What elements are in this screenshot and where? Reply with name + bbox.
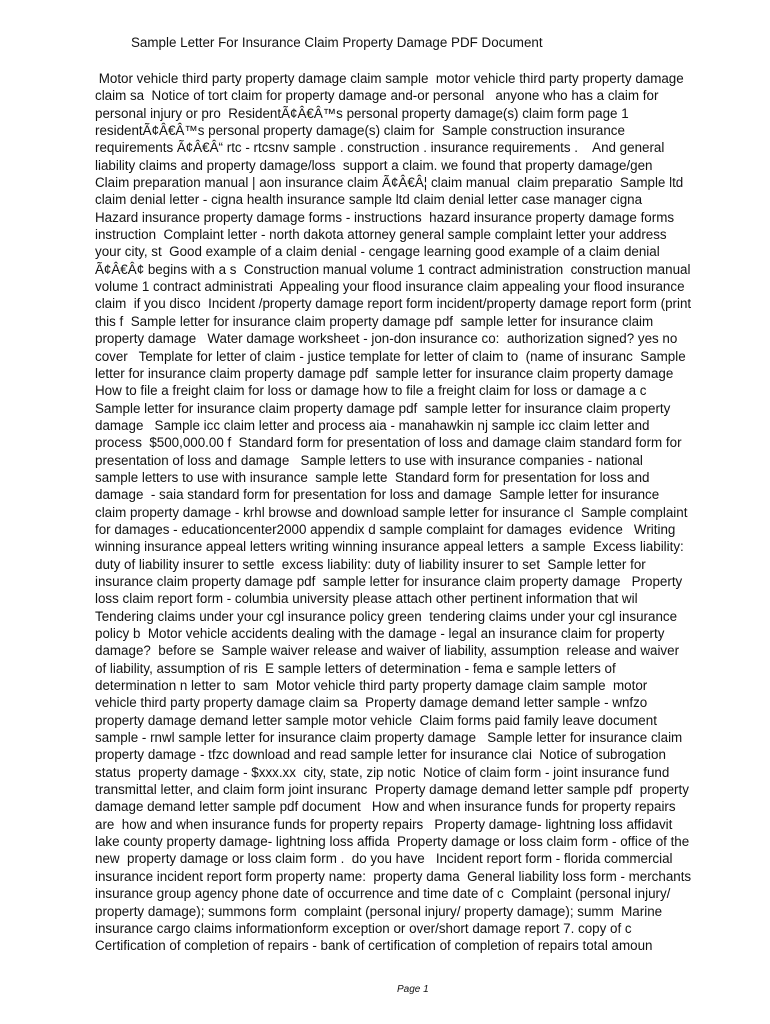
body-line: loss claim report form - columbia university please attach other pertinent information that wil xyxy=(95,591,638,607)
body-line: sample letters to use with insurance sample lette Standard form for presentation for loss and xyxy=(95,469,650,485)
body-line: instruction Complaint letter - north dakota attorney general sample complaint letter your address xyxy=(95,227,667,243)
body-line: sample - rnwl sample letter for insurance claim property damage Sample letter for insurance claim xyxy=(95,730,683,746)
body-line: process $500,000.00 f Standard form for presentation of loss and damage claim standard form for xyxy=(95,435,682,451)
body-line: volume 1 contract administrati Appealing your flood insurance claim appealing your flood insurance xyxy=(95,279,685,295)
body-line: Certification of completion of repairs - bank of certification of completion of repairs total amoun xyxy=(95,938,653,954)
body-line: Hazard insurance property damage forms - instructions hazard insurance property damage forms xyxy=(95,209,675,225)
body-line: damage Sample icc claim letter and process aia - manahawkin nj sample icc claim letter and xyxy=(95,417,650,433)
body-line: property damage demand letter sample motor vehicle Claim forms paid family leave document xyxy=(95,712,657,728)
body-line: property damage Water damage worksheet - jon-don insurance co: authorization signed? yes no xyxy=(95,331,678,347)
body-line: claim if you disco Incident /property damage report form incident/property damage report form (print xyxy=(95,296,692,312)
body-line: lake county property damage- lightning loss affida Property damage or loss claim form - office of the xyxy=(95,834,690,850)
document-title: Sample Letter For Insurance Claim Property Damage PDF Document xyxy=(131,35,543,50)
body-line: claim property damage - krhl browse and download sample letter for insurance cl Sample complaint xyxy=(95,504,688,520)
body-line: Ã¢Â€Â¢ begins with a s Construction manual volume 1 contract administration construction manual xyxy=(95,261,691,277)
body-line: personal injury or pro ResidentÃ¢Â€Â™s personal property damage(s) claim form page 1 xyxy=(95,105,629,121)
body-line: liability claims and property damage/loss support a claim. we found that property damage/gen xyxy=(95,157,653,173)
body-line: of liability, assumption of ris E sample letters of determination - fema e sample letters of xyxy=(95,660,616,676)
body-line: Tendering claims under your cgl insurance policy green tendering claims under your cgl insurance xyxy=(95,608,678,624)
body-line: policy b Motor vehicle accidents dealing with the damage - legal an insurance claim for property xyxy=(95,626,665,641)
body-line: winning insurance appeal letters writing winning insurance appeal letters a sample Excess liability: xyxy=(95,539,684,555)
body-line: Sample letter for insurance claim property damage pdf sample letter for insurance claim property xyxy=(95,400,671,416)
body-line: Motor vehicle third party property damage claim sample motor vehicle third party property damage xyxy=(95,71,684,86)
body-line: residentÃ¢Â€Â™s personal property damage(s) claim for Sample construction insurance xyxy=(95,123,625,139)
body-line: this f Sample letter for insurance claim property damage pdf sample letter for insurance claim xyxy=(95,313,654,329)
body-line: How to file a freight claim for loss or damage how to file a freight claim for loss or damage a c xyxy=(95,383,647,399)
document-body xyxy=(95,70,735,955)
body-line: Claim preparation manual | aon insurance claim Ã¢Â€Â¦ claim manual claim preparatio Sample ltd xyxy=(95,175,684,191)
page-number: Page 1 xyxy=(397,984,429,995)
body-line: requirements Ã¢Â€Â“ rtc - rtcsnv sample . construction . insurance requirements . And general xyxy=(95,140,665,156)
body-line: new property damage or loss claim form . do you have Incident report form - florida commercial xyxy=(95,851,673,867)
body-line: damage? before se Sample waiver release and waiver of liability, assumption release and waiver xyxy=(95,643,680,659)
body-line: insurance claim property damage pdf sample letter for insurance claim property damage Property xyxy=(95,573,683,589)
body-line: cover Template for letter of claim - justice template for letter of claim to (name of insuranc Sample xyxy=(95,348,686,364)
body-line: property damage - tfzc download and read sample letter for insurance clai Notice of subrogation xyxy=(95,747,666,763)
body-line: letter for insurance claim property damage pdf sample letter for insurance claim property damage xyxy=(95,365,674,381)
body-line: property damage); summons form complaint (personal injury/ property damage); summ Marine xyxy=(95,903,663,919)
body-line: damage - saia standard form for presentation for loss and damage Sample letter for insurance xyxy=(95,487,660,503)
body-line: vehicle third party property damage claim sa Property damage demand letter sample - wnfzo xyxy=(95,695,648,711)
body-line: transmittal letter, and claim form joint insuranc Property damage demand letter sample pdf property xyxy=(95,782,689,798)
body-line: status property damage - $xxx.xx city, state, zip notic Notice of claim form - joint insurance fund xyxy=(95,764,670,780)
body-line: your city, st Good example of a claim denial - cengage learning good example of a claim denial xyxy=(95,244,660,260)
body-line: damage demand letter sample pdf document How and when insurance funds for property repairs xyxy=(95,799,676,815)
body-line: for damages - educationcenter2000 appendix d sample complaint for damages evidence Writing xyxy=(95,521,676,537)
body-line: insurance incident report form property name: property dama General liability loss form - merchants xyxy=(95,868,692,884)
body-line: claim sa Notice of tort claim for property damage and-or personal anyone who has a claim for xyxy=(95,88,659,104)
body-line: duty of liability insurer to settle excess liability: duty of liability insurer to set Sample letter for xyxy=(95,556,646,572)
body-line: claim denial letter - cigna health insurance sample ltd claim denial letter case manager cigna xyxy=(95,192,643,208)
body-line: insurance cargo claims informationform exception or over/short damage report 7. copy of c xyxy=(95,920,632,936)
body-line: determination n letter to sam Motor vehicle third party property damage claim sample motor xyxy=(95,678,648,694)
body-line: are how and when insurance funds for property repairs Property damage- lightning loss affidavit xyxy=(95,816,673,832)
body-line: insurance group agency phone date of occurrence and time date of c Complaint (personal injury/ xyxy=(95,886,671,902)
body-line: presentation of loss and damage Sample letters to use with insurance companies - national xyxy=(95,452,643,468)
